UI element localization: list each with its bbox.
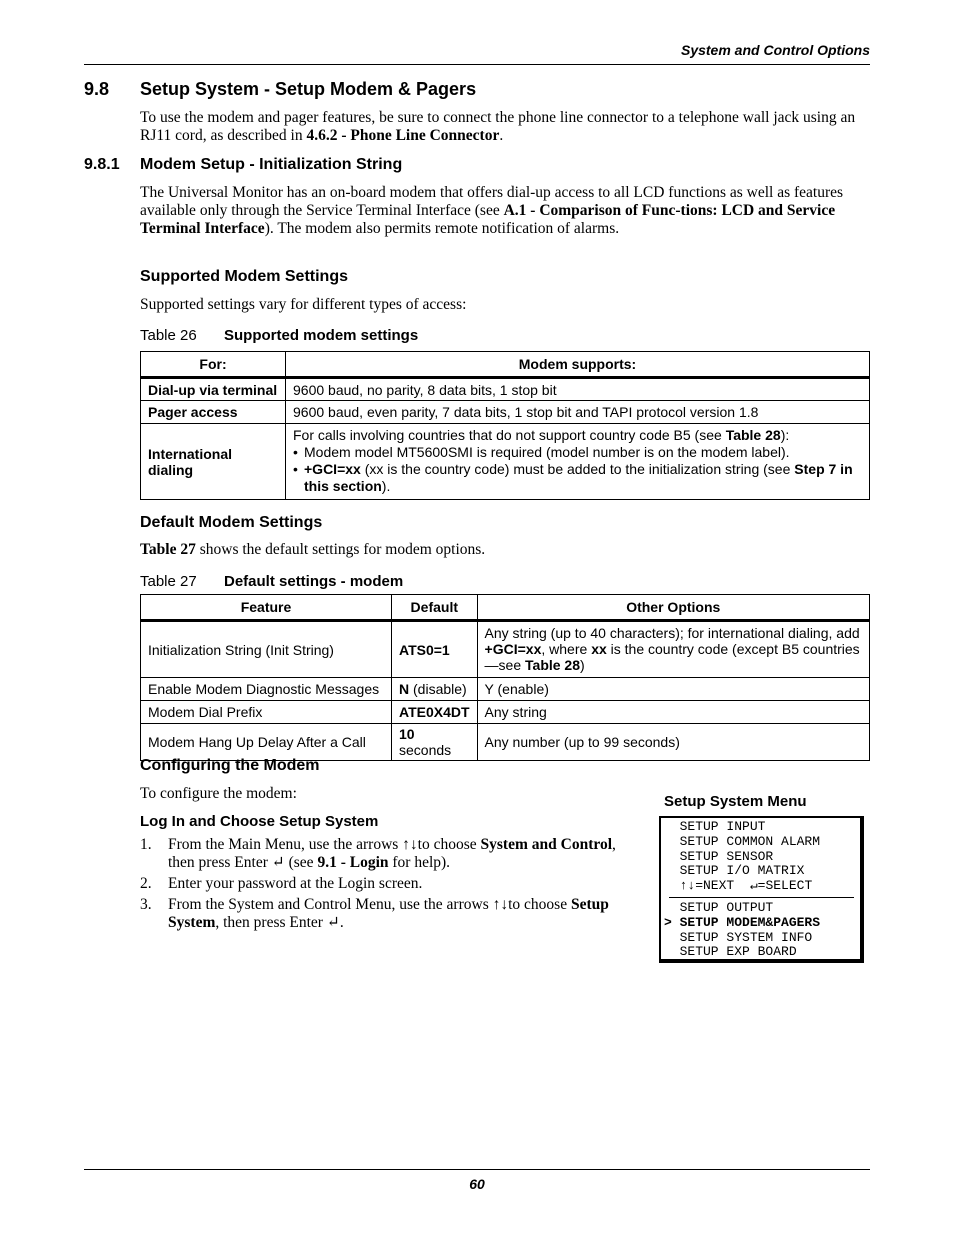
cell-feature: Enable Modem Diagnostic Messages <box>141 678 392 701</box>
menu-title: Setup System Menu <box>664 793 807 810</box>
table-row <box>141 724 870 761</box>
subsection-number: 9.8.1 <box>84 156 120 173</box>
cell-default <box>392 724 478 761</box>
table-row <box>141 378 870 401</box>
default-value: 10 <box>399 726 415 742</box>
header-rule <box>84 64 870 65</box>
cell-supports: 9600 baud, even parity, 7 data bits, 1 stop bit and TAPI protocol version 1.8 <box>286 401 870 424</box>
table27-title: Default settings - modem <box>224 573 404 590</box>
section-heading <box>84 79 476 100</box>
cell-feature: Initialization String (Init String) <box>141 621 392 678</box>
col-feature: Feature <box>141 595 392 621</box>
configure-steps <box>140 836 640 935</box>
step-part: for help). <box>388 854 451 871</box>
other-text: is the country code (except B5 countries—see <box>484 641 860 673</box>
cell-for: Dial-up via terminal <box>141 378 286 401</box>
step-number: 2. <box>140 875 152 892</box>
step-text <box>168 836 640 872</box>
menu-nav-hint: ↑↓=NEXT ↵=SELECT <box>664 878 813 894</box>
table26-title: Supported modem settings <box>224 327 419 344</box>
bullet-mid: (xx is the country code) must be added to the initialization string (see <box>360 461 795 477</box>
bullet-marker: • <box>293 461 298 477</box>
step-item <box>140 896 640 932</box>
step-text <box>168 896 640 932</box>
footer-rule <box>84 1169 870 1170</box>
intl-end: ): <box>780 427 790 443</box>
default-note: seconds <box>399 742 452 758</box>
intl-bullet <box>293 461 862 495</box>
login-heading: Log In and Choose Setup System <box>140 813 379 830</box>
default-value: N <box>399 681 410 697</box>
step7-ref-link[interactable]: Step 7 in this section <box>304 461 853 494</box>
supported-heading: Supported Modem Settings <box>140 268 348 285</box>
table-row <box>141 678 870 701</box>
step-item <box>140 875 640 893</box>
step-menu-name: Setup System <box>168 896 609 931</box>
cell-supports-intl <box>286 424 870 500</box>
body-end: ). The modem also permits remote notification of alarms. <box>264 220 620 237</box>
xx-code: xx <box>591 641 607 657</box>
table26-caption <box>140 327 418 344</box>
table28-ref-link[interactable]: Table 28 <box>525 657 581 673</box>
table-row <box>141 701 870 724</box>
cell-for: International dialing <box>141 424 286 500</box>
table27-ref-link[interactable]: Table 27 <box>140 541 196 558</box>
intl-line <box>293 427 862 444</box>
table27-caption <box>140 573 403 590</box>
section-number: 9.8 <box>84 79 110 99</box>
table-row <box>141 621 870 678</box>
body-text: The Universal Monitor has an on-board modem that offers dial-up access to all LCD functions as well as features available only through the Service Terminal Interface (see <box>140 184 844 219</box>
bullet-end: ). <box>381 478 391 494</box>
menu-item-setup-output: SETUP OUTPUT <box>664 899 774 915</box>
step-number: 1. <box>140 836 152 853</box>
subsection-title: Modem Setup - Initialization String <box>140 156 403 173</box>
step-text: Enter your password at the Login screen. <box>168 875 423 892</box>
subsection-heading <box>84 156 402 174</box>
body-ref-link[interactable]: A.1 - Comparison of Func-tions: LCD and Service Terminal Interface <box>140 202 836 237</box>
defaults-text-rest: shows the default settings for modem options. <box>195 541 486 558</box>
col-supports: Modem supports: <box>286 352 870 378</box>
table-header-row <box>141 352 870 378</box>
defaults-text <box>140 541 485 559</box>
defaults-heading: Default Modem Settings <box>140 514 323 531</box>
other-text: , where <box>541 641 592 657</box>
table-row <box>141 424 870 500</box>
menu-top-group <box>661 818 860 894</box>
intro-text: To use the modem and pager features, be sure to connect the phone line connector to a telephone wall jack using an RJ11 cord, as described in <box>140 109 856 144</box>
menu-item-setup-io-matrix: SETUP I/O MATRIX <box>664 863 805 879</box>
col-for: For: <box>141 352 286 378</box>
cell-other <box>477 621 869 678</box>
gci-code: +GCI=xx <box>484 641 542 657</box>
intro-ref-link[interactable]: 4.6.2 - Phone Line Connector <box>306 127 500 144</box>
lcd-menu-box <box>659 816 864 963</box>
menu-item-setup-input: SETUP INPUT <box>664 819 766 834</box>
configure-heading: Configuring the Modem <box>140 757 320 774</box>
other-text: Any string (up to 40 characters); for international dialing, add <box>484 625 860 641</box>
intl-bullet <box>293 444 862 461</box>
table-default-modem <box>140 594 870 761</box>
table-supported-modem <box>140 351 870 500</box>
step-part: , then press Enter ↵ (see <box>168 836 616 871</box>
bullet-text <box>304 461 862 495</box>
step-menu-name: System and Control <box>480 836 613 853</box>
bullet-text: Modem model MT5600SMI is required (model number is on the modem label). <box>304 444 790 460</box>
subsection-body <box>140 184 870 238</box>
table28-ref-link[interactable]: Table 28 <box>725 427 781 443</box>
cell-other: Y (enable) <box>477 678 869 701</box>
configure-text: To configure the modem: <box>140 785 297 802</box>
section-title: Setup System - Setup Modem & Pagers <box>140 79 477 99</box>
menu-item-setup-system-info: SETUP SYSTEM INFO <box>664 929 813 945</box>
intl-text: For calls involving countries that do not support country code B5 (see <box>293 427 726 443</box>
table27-label: Table 27 <box>140 573 197 590</box>
menu-bottom-group <box>661 901 860 960</box>
cell-default: ATS0=1 <box>392 621 478 678</box>
col-default: Default <box>392 595 478 621</box>
table-header-row <box>141 595 870 621</box>
step-part: From the System and Control Menu, use the arrows ↑↓to choose <box>168 896 571 913</box>
intro-end: . <box>499 127 504 144</box>
cell-feature: Modem Dial Prefix <box>141 701 392 724</box>
section-intro <box>140 109 870 145</box>
cell-other: Any number (up to 99 seconds) <box>477 724 869 761</box>
menu-item-setup-sensor: SETUP SENSOR <box>664 848 774 864</box>
step-part: From the Main Menu, use the arrows ↑↓to choose <box>168 836 481 853</box>
table-row <box>141 401 870 424</box>
gci-code: +GCI=xx <box>304 461 361 477</box>
cell-for: Pager access <box>141 401 286 424</box>
menu-item-setup-modem-pagers-selected: > SETUP MODEM&PAGERS <box>664 914 821 930</box>
running-header: System and Control Options <box>680 42 870 58</box>
menu-item-setup-common-alarm: SETUP COMMON ALARM <box>664 833 821 849</box>
bullet-marker: • <box>293 444 298 460</box>
menu-divider <box>669 897 854 898</box>
default-note: (disable) <box>409 681 467 697</box>
supported-text: Supported settings vary for different types of access: <box>140 296 467 313</box>
col-other: Other Options <box>477 595 869 621</box>
step-number: 3. <box>140 896 152 913</box>
login-ref-link[interactable]: 9.1 - Login <box>317 854 389 871</box>
menu-item-setup-exp-board: SETUP EXP BOARD <box>664 944 797 960</box>
step-item <box>140 836 640 872</box>
other-text: ) <box>580 657 585 673</box>
cell-feature: Modem Hang Up Delay After a Call <box>141 724 392 761</box>
cell-default: ATE0X4DT <box>392 701 478 724</box>
cell-other: Any string <box>477 701 869 724</box>
table26-label: Table 26 <box>140 327 197 344</box>
page-number: 60 <box>469 1176 485 1192</box>
cell-default <box>392 678 478 701</box>
step-part: , then press Enter ↵. <box>215 914 344 931</box>
cell-supports: 9600 baud, no parity, 8 data bits, 1 stop bit <box>286 378 870 401</box>
